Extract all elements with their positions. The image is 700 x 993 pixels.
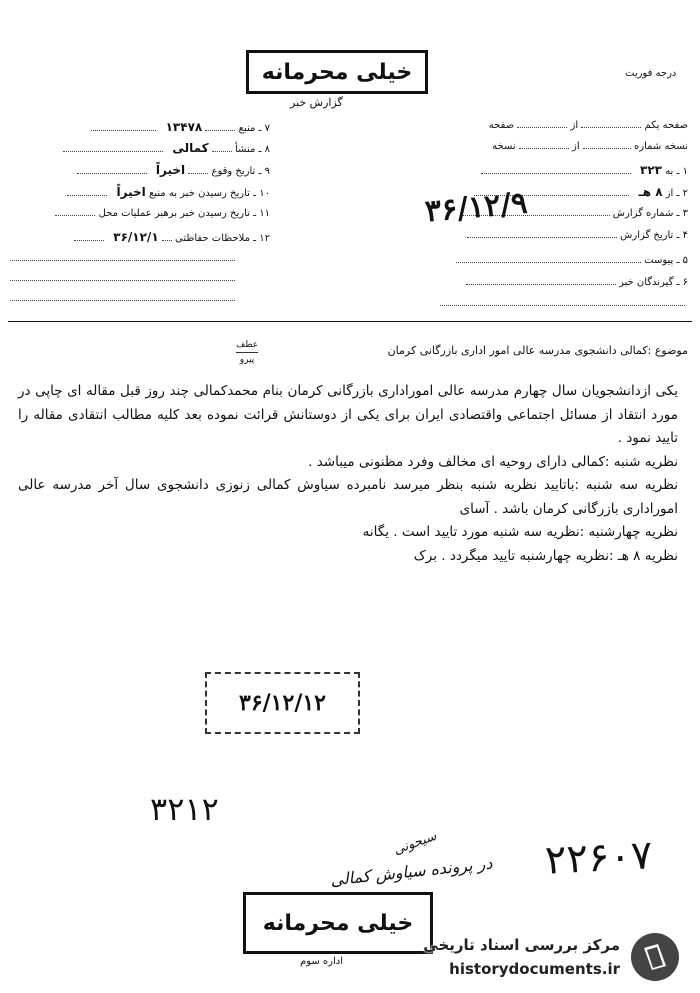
field-attachment: ۵ ـ پیوست <box>456 255 688 266</box>
field-security-notes: ۱۲ ـ ملاحظات حفاظتی ۳۶/۱۲/۱ <box>74 230 270 244</box>
field-origin: ۸ ـ منشأ کمالی <box>63 141 270 155</box>
body-paragraph: نظریه سه شنبه :باتایید نظریه شنبه بنظر میرسد نامبرده سیاوش کمالی زنوزی دانشجوی سال آخر مدرسه عالی اموراداری بازرگانی کرمان باشد . آسای <box>18 477 678 517</box>
dotted-line <box>10 300 235 301</box>
watermark-text: مرکز بررسی اسناد تاریخی <box>423 936 620 954</box>
field-recipients: ۶ ـ گیرندگان خبر <box>466 277 688 288</box>
header-divider <box>8 321 692 322</box>
handwritten-number: ۳۲۱۲ <box>150 790 219 828</box>
field-report-number: ۳ ـ شماره گزارش <box>460 208 688 219</box>
priority-label: درجه فوریت <box>625 68 677 79</box>
body-paragraph: یکی ازدانشجویان سال چهارم مدرسه عالی اموراداری بازرگانی کرمان بنام محمدکمالی چند روز قبل مقاله ای چاپی در مورد انتقاد از مسائل اجتماعی واقتصادی ایران برای یکی از دوستانش قرائت نموده بعد کلیه مطالب انتقادی مقاله را تایید نمود . <box>18 383 678 446</box>
report-body <box>18 380 678 568</box>
reference-stamp <box>236 338 258 367</box>
report-type-label: گزارش خبر <box>290 96 343 109</box>
handwritten-file-number: ۲۲۶۰۷ <box>543 832 654 884</box>
date-stamp: ۳۶/۱۲/۱۲ <box>205 672 360 734</box>
reference-label: عطف <box>236 340 259 350</box>
field-source: ۷ ـ منبع ۱۳۴۷۸ <box>91 120 270 134</box>
handwritten-signature: سیحونی <box>391 828 439 859</box>
field-page: صفحه یکم از صفحه <box>488 120 688 131</box>
watermark-logo-icon <box>628 930 682 984</box>
handwritten-date: ۳۶/۱۲/۹ <box>423 185 529 230</box>
dotted-line <box>10 280 235 281</box>
body-paragraph: نظریه ۸ هـ :نظریه چهارشنبه تایید میگردد . برک <box>413 547 678 564</box>
field-occurrence-date: ۹ ـ تاریخ وقوع اخیراً <box>77 163 270 177</box>
subject-line: موضوع :کمالی دانشجوی مدرسه عالی امور اداری بازرگانی کرمان <box>387 344 688 357</box>
field-to: ۱ ـ به ۳۲۳ <box>481 163 688 177</box>
body-paragraph: نظریه شنبه :کمالی دارای روحیه ای مخالف وفرد مظنونی میباشد . <box>308 453 678 470</box>
field-operation-receipt-date: ۱۱ ـ تاریخ رسیدن خبر برهبر عملیات محل <box>55 208 270 219</box>
body-paragraph: نظریه چهارشنبه :نظریه سه شنبه مورد تایید است . یگانه <box>362 524 678 540</box>
field-from: ۲ ـ از ۸ هـ <box>474 185 688 199</box>
handwritten-note: در پرونده سیاوش کمالی <box>329 853 494 890</box>
stamp-top-text: خیلی محرمانه <box>261 59 413 85</box>
followup-label: پیرو <box>239 355 255 365</box>
classification-stamp-top <box>246 50 428 94</box>
dotted-line <box>440 305 685 306</box>
stamp-bottom-sub: اداره سوم <box>300 956 343 967</box>
field-report-date: ۴ ـ تاریخ گزارش <box>467 230 688 241</box>
field-source-receipt-date: ۱۰ ـ تاریخ رسیدن خبر به منبع اخیراً <box>67 185 270 199</box>
dotted-line <box>10 260 235 261</box>
watermark-url: historydocuments.ir <box>449 960 620 978</box>
classification-stamp-bottom: خیلی محرمانه <box>243 892 433 954</box>
field-copy: نسخه شماره از نسخه <box>492 141 688 152</box>
